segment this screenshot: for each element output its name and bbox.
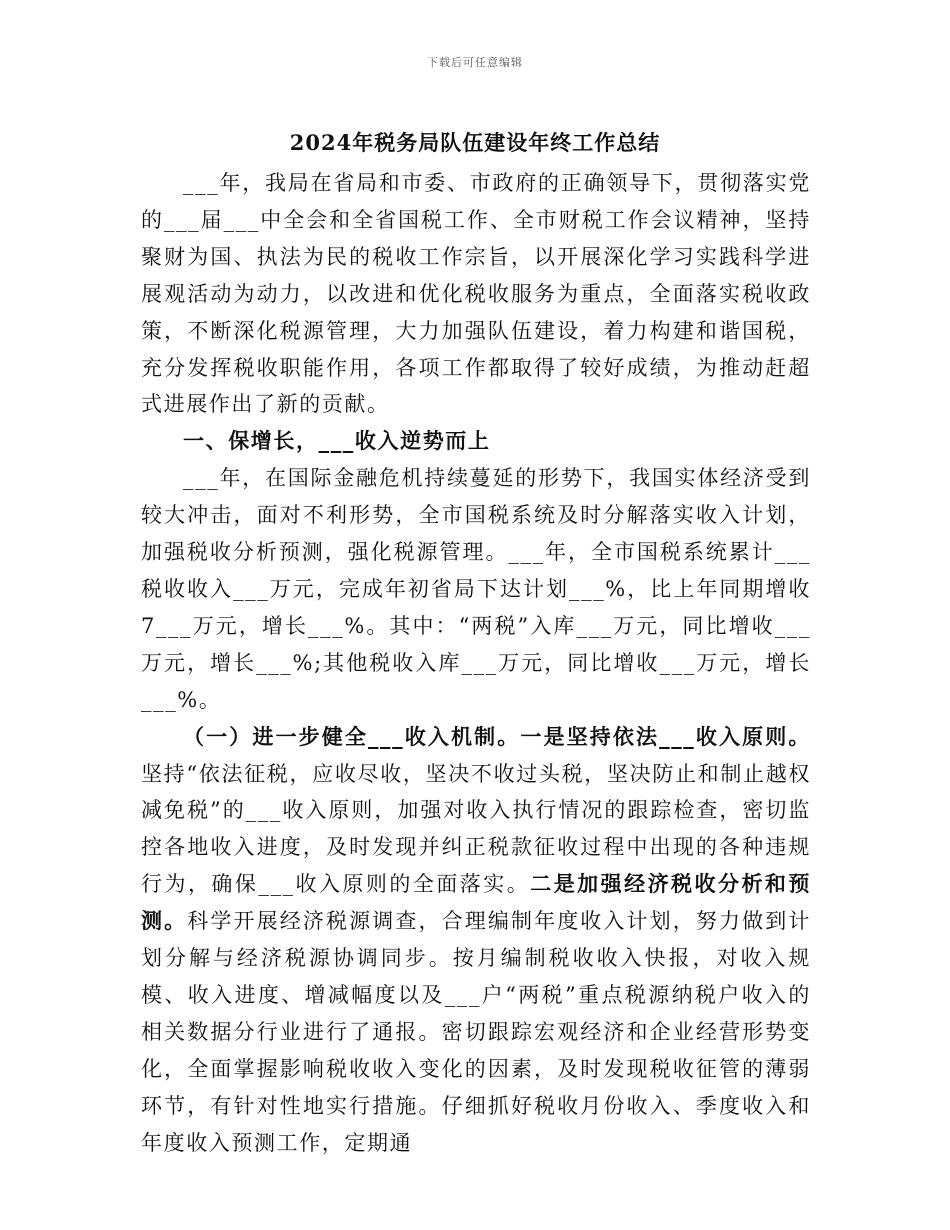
- point-1-heading: 一是坚持依法___收入原则。: [520, 723, 811, 749]
- subsection-1-paragraph: [141, 719, 811, 1162]
- document-title: 2024年税务局队伍建设年终工作总结: [289, 130, 661, 155]
- point-2-heading: 二是加强经济税收分析和预测。: [141, 871, 811, 934]
- header-note: 下载后可任意编辑: [427, 56, 523, 69]
- subsection-1-heading: （一）进一步健全___收入机制。: [183, 723, 521, 749]
- section-1-heading: 一、保增长，___收入逆势而上: [183, 428, 491, 454]
- document-body: [141, 165, 811, 1161]
- section-1-paragraph: ___年，在国际金融危机持续蔓延的形势下，我国实体经济受到较大冲击，面对不利形势，全市国税系统及时分解落实收入计划，加强税收分析预测，强化税源管理。___年，全市国税系统累计___税收收入___万元，完成年初省局下达计划___%，比上年同期增收7___万元，增长___%。其中：“两税”入库___万元，同比增收___万元，增长___%;其他税收入库___万元，同比增收___万元，增长___%。: [141, 466, 811, 712]
- point-1-text: 坚持“依法征税，应收尽收，坚决不收过头税，坚决防止和制止越权减免税”的___收入原则，加强对收入执行情况的跟踪检查，密切监控各地收入进度，及时发现并纠正税款征收过程中出现的各种违规行为，确保___收入原则的全面落实。: [141, 761, 811, 897]
- intro-paragraph: ___年，我局在省局和市委、市政府的正确领导下，贯彻落实党的___届___中全会和全省国税工作、全市财税工作会议精神，坚持聚财为国、执法为民的税收工作宗旨，以开展深化学习实践科学进展观活动为动力，以改进和优化税收服务为重点，全面落实税收政策，不断深化税源管理，大力加强队伍建设，着力构建和谐国税，充分发挥税收职能作用，各项工作都取得了较好成绩，为推动赶超式进展作出了新的贡献。: [141, 171, 811, 417]
- point-2-text: 科学开展经济税源调查，合理编制年度收入计划，努力做到计划分解与经济税源协调同步。按月编制税收收入快报，对收入规模、收入进度、增减幅度以及___户“两税”重点税源纳税户收入的相关数据分行业进行了通报。密切跟踪宏观经济和企业经营形势变化，全面掌握影响税收收入变化的因素，及时发现税收征管的薄弱环节，有针对性地实行措施。仔细抓好税收月份收入、季度收入和年度收入预测工作，定期通: [141, 909, 811, 1155]
